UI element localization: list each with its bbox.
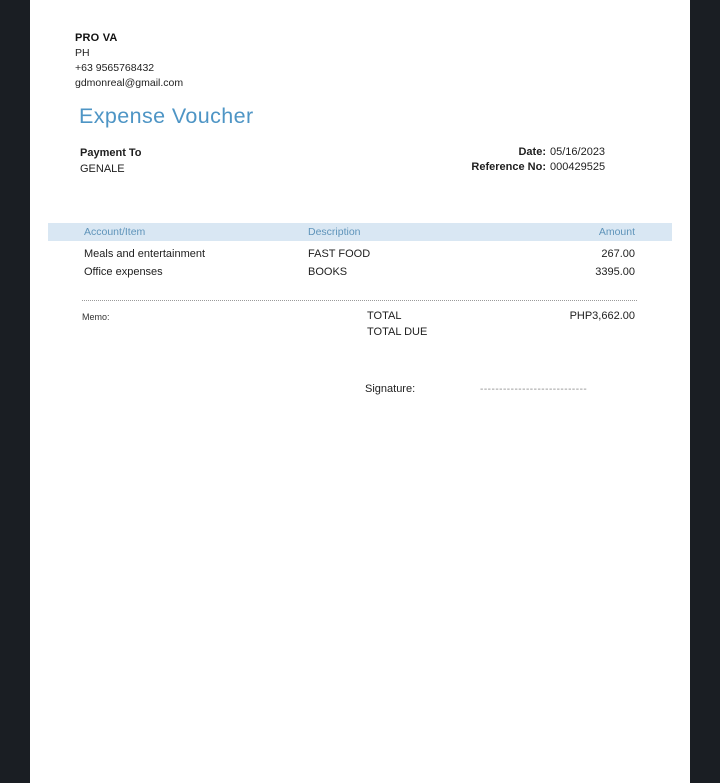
totals-block <box>367 309 635 340</box>
column-header-account-item: Account/Item <box>84 226 146 238</box>
signature-section <box>365 383 690 395</box>
signature-line: ---------------------------- <box>480 384 588 395</box>
table-header-row <box>48 223 672 241</box>
reference-line <box>471 160 610 175</box>
total-line <box>367 309 635 325</box>
total-due-label: TOTAL DUE <box>367 325 428 338</box>
payee-name: GENALE <box>80 163 125 175</box>
cell-description: FAST FOOD <box>308 248 371 260</box>
signature-label: Signature: <box>365 383 416 395</box>
table-row <box>48 246 672 264</box>
table-body <box>48 246 672 281</box>
cell-amount: 3395.00 <box>595 265 635 278</box>
document-title: Expense Voucher <box>79 104 254 128</box>
date-label: Date: <box>518 146 546 158</box>
reference-label: Reference No: <box>471 161 546 173</box>
company-phone: +63 9565768432 <box>75 62 155 74</box>
company-block <box>75 31 690 91</box>
column-header-description: Description <box>308 226 361 238</box>
date-value: 05/16/2023 <box>550 146 606 158</box>
total-amount: PHP3,662.00 <box>569 310 635 322</box>
column-header-amount: Amount <box>598 226 635 238</box>
cell-account: Office expenses <box>84 265 163 278</box>
dotted-divider <box>82 300 637 301</box>
voucher-page <box>30 0 690 783</box>
summary-section <box>82 309 635 340</box>
meta-row <box>80 145 610 177</box>
date-reference-block <box>471 145 610 177</box>
cell-amount: 267.00 <box>601 248 635 260</box>
total-due-line <box>367 325 635 341</box>
reference-value: 000429525 <box>550 161 606 173</box>
cell-description: BOOKS <box>308 265 348 278</box>
date-line <box>471 145 610 160</box>
total-label: TOTAL <box>367 310 402 322</box>
table-row <box>48 264 672 282</box>
company-name: PRO VA <box>75 32 118 44</box>
expense-table <box>48 223 672 281</box>
company-email: gdmonreal@gmail.com <box>75 77 184 89</box>
payment-to-label: Payment To <box>80 147 142 159</box>
cell-account: Meals and entertainment <box>84 248 206 260</box>
company-country: PH <box>75 47 90 59</box>
memo-label: Memo: <box>82 312 110 322</box>
payment-to-block <box>80 145 142 177</box>
